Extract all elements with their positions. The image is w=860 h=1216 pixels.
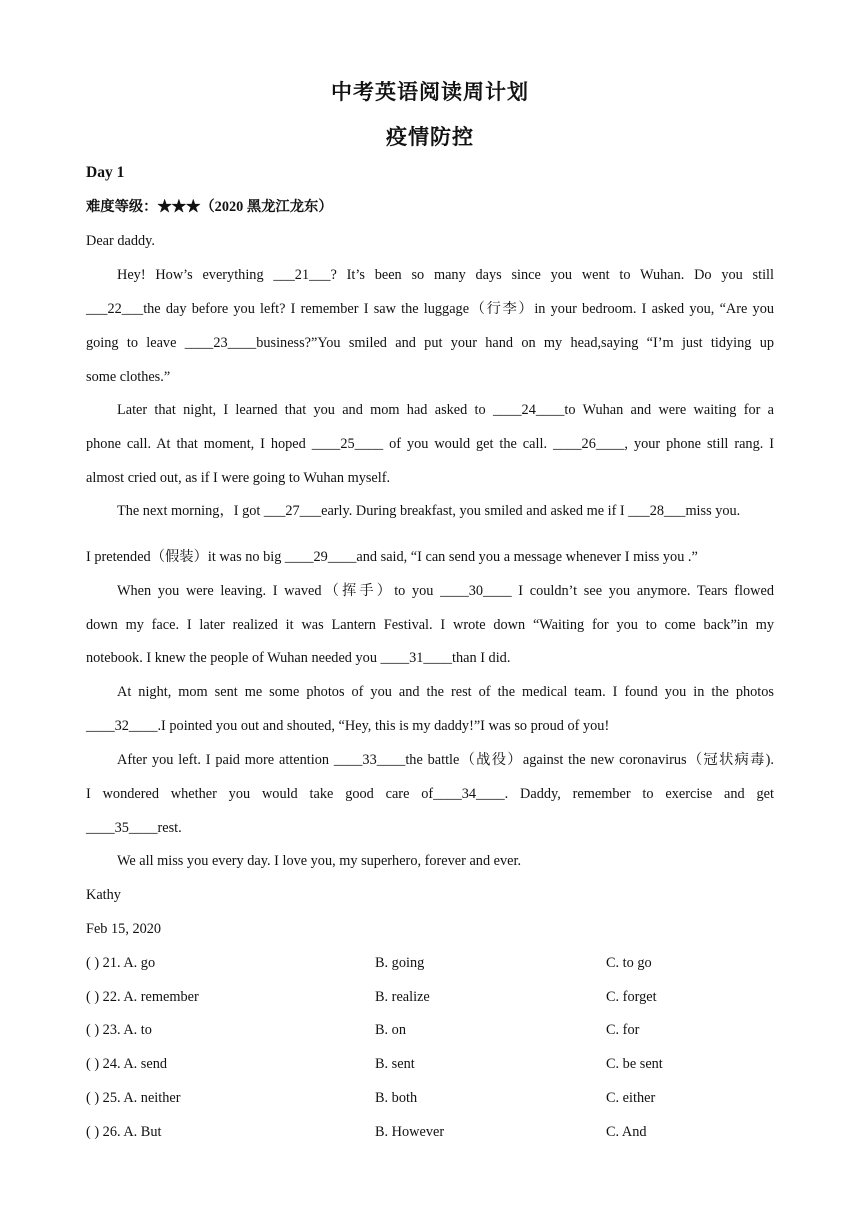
letter-greeting: Dear daddy. xyxy=(86,233,155,249)
question-row xyxy=(86,1088,774,1108)
option-a: ( ) 25. A. neither xyxy=(86,1090,181,1106)
option-c: C. for xyxy=(606,1022,640,1038)
letter-line: We all miss you every day. I love you, my superhero, forever and ever. xyxy=(117,853,522,869)
option-c: C. either xyxy=(606,1090,656,1106)
letter-line: ____32____.I pointed you out and shouted, “Hey, this is my daddy!”I was so proud of you! xyxy=(86,718,610,734)
option-a: ( ) 24. A. send xyxy=(86,1056,168,1072)
letter-line: I wondered whether you would take good care of____34____. Daddy, remember to exercise and get xyxy=(86,786,774,802)
question-row xyxy=(86,1122,774,1142)
option-b: B. realize xyxy=(375,989,430,1005)
option-c: C. be sent xyxy=(606,1056,663,1072)
letter-line: After you left. I paid more attention ____33____the battle（战役）against the new coronavirus（冠状病毒). xyxy=(117,752,774,768)
letter-line: Hey! How’s everything ___21___? It’s been so many days since you went to Wuhan. Do you still xyxy=(117,267,774,283)
option-a: ( ) 23. A. to xyxy=(86,1022,152,1038)
letter-line: phone call. At that moment, I hoped ____25____ of you would get the call. ____26____, your phone still rang. I xyxy=(86,436,774,452)
letter-line: down my face. I later realized it was Lantern Festival. I wrote down “Waiting for you to come back”in my xyxy=(86,617,774,633)
option-c: C. to go xyxy=(606,955,652,971)
option-a: ( ) 26. A. But xyxy=(86,1124,162,1140)
option-b: B. on xyxy=(375,1022,406,1038)
difficulty-label: 难度等级：★★★（2020 黑龙江龙东） xyxy=(86,199,333,215)
letter-line: going to leave ____23____business?”You smiled and put your hand on my head,saying “I’m just tidying up xyxy=(86,335,774,351)
day-heading: Day 1 xyxy=(86,164,125,181)
letter-line: notebook. I knew the people of Wuhan needed you ____31____than I did. xyxy=(86,650,511,666)
letter-line: some clothes.” xyxy=(86,369,171,385)
option-b: B. going xyxy=(375,955,425,971)
question-row xyxy=(86,953,774,973)
letter-signature: Kathy xyxy=(86,887,121,903)
option-a: ( ) 21. A. go xyxy=(86,955,156,971)
letter-line: ___22___the day before you left? I remember I saw the luggage（行李）in your bedroom. I asked you, “Are you xyxy=(86,301,774,317)
option-c: C. And xyxy=(606,1124,647,1140)
letter-line: When you were leaving. I waved（挥手）to you ____30____ I couldn’t see you anymore. Tears flowed xyxy=(117,583,774,599)
page-title: 中考英语阅读周计划 xyxy=(331,80,529,104)
option-b: B. both xyxy=(375,1090,418,1106)
letter-line: ____35____rest. xyxy=(86,820,182,836)
letter-line: The next morning，I got ___27___early. During breakfast, you smiled and asked me if I ___28___miss you. xyxy=(117,503,741,519)
letter-line: Later that night, I learned that you and mom had asked to ____24____to Wuhan and were waiting for a xyxy=(117,402,774,418)
option-b: B. sent xyxy=(375,1056,415,1072)
letter-line: almost cried out, as if I were going to Wuhan myself. xyxy=(86,470,391,486)
letter-line: At night, mom sent me some photos of you and the rest of the medical team. I found you in the photos xyxy=(117,684,774,700)
question-row xyxy=(86,1054,774,1074)
option-b: B. However xyxy=(375,1124,445,1140)
question-row xyxy=(86,1020,774,1040)
question-row xyxy=(86,987,774,1007)
letter-date: Feb 15, 2020 xyxy=(86,921,162,937)
option-a: ( ) 22. A. remember xyxy=(86,989,199,1005)
letter-line: I pretended（假装）it was no big ____29____and said, “I can send you a message whenever I miss you .” xyxy=(86,549,698,565)
page-subtitle: 疫情防控 xyxy=(386,125,474,149)
option-c: C. forget xyxy=(606,989,657,1005)
